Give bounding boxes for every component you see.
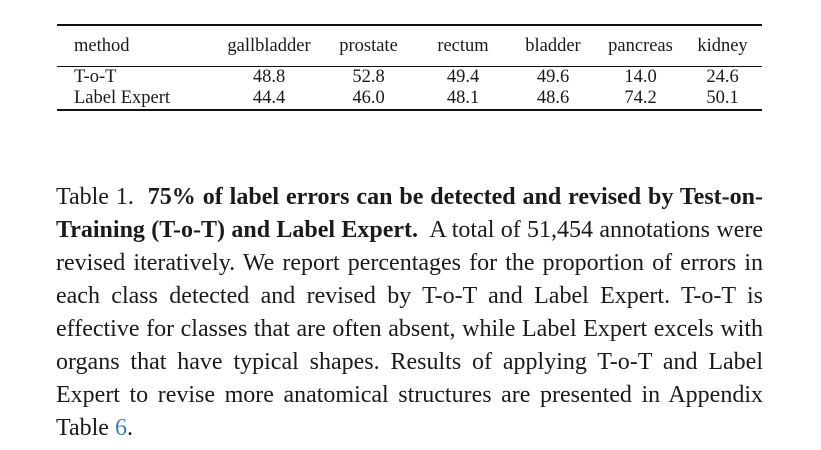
caption-body: A total of 51,454 annotations were revised iteratively. We report percentages for the proportion of errors in each class detected and revised by T-o-T and Label Expert. T-o-T is effective for classes that are often absent, while Label Expert excels with organs that have typical shapes. Results of applying T-o-T and Label Expert to revise more anatomical structures are presented in Appendix Table <box>56 217 763 441</box>
row-method-label: Label Expert <box>74 88 171 108</box>
column-header-gallbladder: gallbladder <box>227 35 311 56</box>
column-header-bladder: bladder <box>525 35 581 56</box>
column-header-rectum: rectum <box>437 35 489 56</box>
table-cell: 74.2 <box>624 88 657 108</box>
table-cell: 14.0 <box>624 67 657 87</box>
row-method-label: T-o-T <box>74 67 117 87</box>
table-bottom-rule <box>57 109 762 111</box>
table-cell: 52.8 <box>352 67 385 87</box>
results-table <box>57 24 762 111</box>
results-table-grid <box>57 26 762 109</box>
table-cell: 46.0 <box>352 88 385 108</box>
table-header-row <box>57 26 762 66</box>
table-cell: 49.6 <box>536 67 570 87</box>
column-header-pancreas: pancreas <box>608 35 673 56</box>
column-header-prostate: prostate <box>339 35 398 56</box>
table-cell: 48.1 <box>446 88 480 108</box>
table-cell: 44.4 <box>252 88 286 108</box>
table-cell: 50.1 <box>706 88 739 108</box>
table-cell: 48.6 <box>536 88 570 108</box>
table-row <box>57 67 762 88</box>
table-cell: 24.6 <box>706 67 739 87</box>
table-cell: 49.4 <box>446 67 480 87</box>
caption-label: Table 1. <box>56 184 134 210</box>
column-header-method: method <box>74 35 130 56</box>
column-header-kidney: kidney <box>697 35 748 56</box>
caption-bold-summary: 75% of label errors can be detected and revised by Test-on-Training (T-o-T) and Label Expert. <box>56 184 763 243</box>
appendix-table-reference-link[interactable]: 6 <box>114 415 127 441</box>
table-row <box>57 88 762 109</box>
table-cell: 48.8 <box>252 67 286 87</box>
caption-end-punctuation: . <box>126 415 133 441</box>
table-caption <box>56 181 763 445</box>
